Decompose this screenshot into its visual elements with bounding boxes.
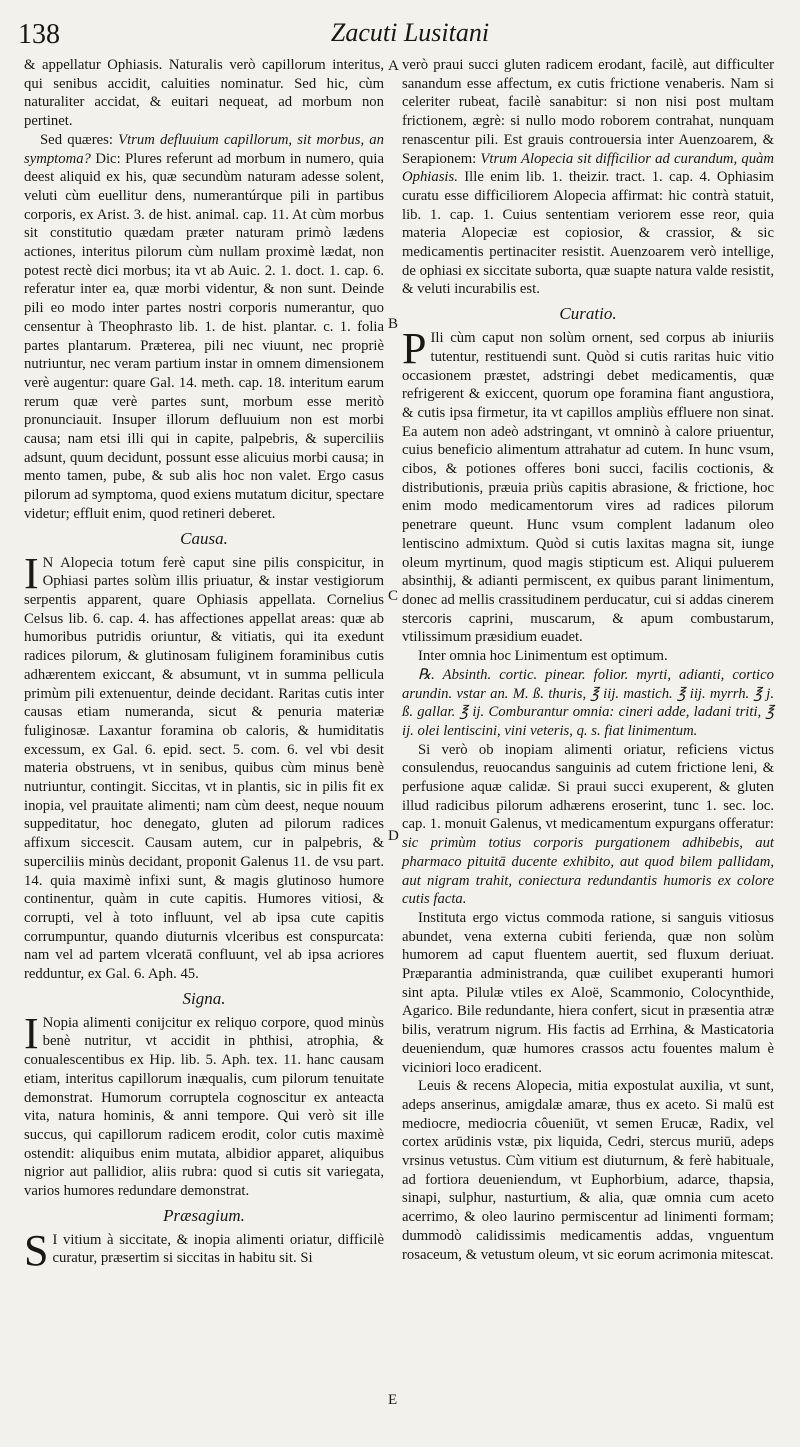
margin-marker-c: C: [388, 588, 399, 604]
text: Si verò ob inopiam alimenti oriatur, reficiens victus consulendus, reuocandus sanguinis ad cutem frictione leni, & perfusione aquæ calidæ. Si praui succi exuperent, & gluten illud radicibus pilorum adhærens eroserint, tunc 1. sec. loc. cap. 1. monuit Galenus, vt medicamentum expurgans offeratur:: [402, 741, 774, 833]
question-text: Vtrum Alopecia sit difficilior ad curandum, quàm Ophiasis.: [402, 150, 775, 186]
text: I vitium à siccitate, & inopia alimenti oriatur, difficilè curatur, præsertim si siccitas in habitu sit. Si: [52, 1231, 384, 1267]
drop-cap: P: [402, 324, 427, 374]
text: Nopia alimenti conijcitur ex reliquo corpore, quod minùs benè nutritur, vt accidit in phthisi, atrophia, & conualescentibus ex Hip. lib. 5. Aph. tex. 11. hanc causam etiam, interitus capillorum inæqualis, cum pilorum tenuitate demonstrat. Humorum corruptela cognoscitur ex anteacta vita, natura hominis, & anni tempore. Qui verò sit ille succus, qui capillorum radicem erodit, color cutis maximè ostendit: aliquibus enim mutata, albidior apparet, aliquibus nigrior aut pallidior, aliis rubra: quod si cutis sit variegata, varios humores redundare demonstrat.: [24, 1014, 384, 1200]
paragraph-linimentum: Inter omnia hoc Linimentum est optimum.: [418, 648, 668, 665]
paragraph-causa: [24, 548, 384, 984]
left-column: [24, 56, 384, 1275]
paragraph-leuis: Leuis & recens Alopecia, mitia expostulat auxilia, vt sunt, adeps anserinus, amigdalæ amaræ, thus ex aceto. Si malū est mediocre, mediocria côueniūt, vt semen Erucæ, Radix, vel cortex arūdinis vstæ, pix liquida, Cedri, stercus muriū, adeps vrsinus vetustus. Cùm vitium est diuturnum, & ferè habituale, ad fortiora deueniendum, vt Euphorbium, adarce, thapsia, sinapi, sulphur, nasturtium, & alia, quæ omnia cum aceto acerrimo, & oleo laurino permiscentur ad linimenti formam; dummodò calidissimis medicamentis addas, vnguentum rosaceum, & vetustum oleum, vt sic eorum acrimonia mitescat.: [402, 1078, 774, 1263]
section-heading-praesagium: Præsagium.: [163, 1205, 245, 1225]
text: Ille enim lib. 1. theizir. tract. 1. cap. 4. Ophiasim curatu esse difficiliorem Alopecia affirmat: hic contrà statuit, lib. 1. cap. 1. Cuius sententiam veriorem esse reor, quia materia Alopeciæ est copiosior, & crassior, & sic medicamentis pertinaciter resistit. Auenzoarem verò intellige, de ophiasi ex siccitate suborta, quæ suapte natura valde resistit, & veluti incurabilis est.: [402, 169, 774, 298]
paragraph-praesagium: [24, 1225, 384, 1275]
text: Sed quæres:: [40, 131, 119, 148]
paragraph-vero-praui: [402, 56, 774, 299]
text: verò praui succi gluten radicem erodant, facilè, aut difficulter sanandum esse affectum, ex cutis frictione venaberis. Nam si celeriter rubeat, facilè sanabitur: si non nisi post multam frictionem, ægrè: si nullo modo roborem contrahat, nunquam renascentur pili. Est grauis controuersia inter Auenzoarem, & Serapionem:: [402, 57, 774, 167]
drop-cap: S: [24, 1225, 49, 1275]
drop-cap: I: [24, 1008, 39, 1058]
running-title: Zacuti Lusitani: [330, 18, 490, 47]
quote-text: sic primùm totius corporis purgationem adhibebis, aut pharmaco pituitā ducente exhibito, aut quod bilem pallidam, aut nigram trahit, coniectura redundantis humoris ex colore cutis facta.: [402, 835, 774, 908]
recipe-text: ℞. Absinth. cortic. pinear. folior. myrti, adianti, cortico arundin. vstar an. M. ß. thuris, ℥ iij. mastich. ℥ iij. myrrh. ℥ j. ß. gallar. ℥ ij. Comburantur omnia: cineri adde, ladani triti, ℥ ij. olei lentiscini, vini veteris, q. s. fiat linimentum.: [402, 666, 774, 739]
page-number: 138: [18, 19, 60, 50]
paragraph-si-vero: [402, 741, 774, 909]
text: N Alopecia totum ferè caput sine pilis conspicitur, in Ophiasi partes solùm illis priuatur, & instar vestigiorum serpentis apparent, quare Ophiasis appellata. Cornelius Celsus lib. 6. cap. 4. has affectiones appellat areas: quæ ab humoribus putridis oriuntur, & vitiatis, qui ita exedunt radices pilorum, & glutinosam fuliginem foraminibus cutis adhærentem exiccant, & absumunt, vt in summa pellicula primùm pili extenuentur, deinde decidant. Raritas cutis inter causas etiam numeranda, sicut & penuria materiæ fuliginosæ. Laxantur foramina ob caloris, & humiditatis excessum, ex Gal. 6. epid. sect. 5. com. 6. vel vbi desit materia obstruens, vt in senibus, quibus cùm minus benè nutriuntur, contingit. Siccitas, vt in plantis, sic in pilis fit ex inopia, vel prauitate alimenti; nam cùm deest, neque nouum suppeditatur, hoc denegato, gluten ad pilorum radices affixum siccescit. Causam autem, cur in palpebris, & superciliis minùs decidant, proponit Galenus 11. de vsu part. 14. quia maximè infixi sunt, & magis glutinoso humore continentur, quàm in cute capitis. Humores vitiosi, & corrupti, vel à toto influunt, vel ab ipsa cute capitis corrumpuntur, quando diuturnis vlceribus est conspurcata: nam vel ad partem vlceratā confluunt, vel ab ipsa acriores redduntur, ex Gal. 6. Aph. 45.: [24, 554, 384, 983]
margin-marker-b: B: [388, 316, 399, 332]
paragraph-appellatur: & appellatur Ophiasis. Naturalis verò capillorum interitus, qui senibus accidit, caluities nominatur. Sed hic, cùm naturaliter accidat, & euitari nequeat, ad morbum non pertinet.: [24, 57, 384, 130]
margin-marker-d: D: [388, 828, 399, 844]
margin-marker-e: E: [388, 1392, 398, 1408]
section-heading-signa: Signa.: [182, 988, 226, 1008]
recipe: [402, 666, 774, 741]
paragraph-instituta: Instituta ergo victus commoda ratione, si sanguis vitiosus abundet, vena externa cubiti ferienda, quæ non solùm humorem ad caput fluentem auertit, sed fluxum deriuat. Præparantia administranda, quæ cuilibet exuperanti humori sint apta. Pilulæ vtiles ex Aloë, Scammonio, Colocynthide, Agarico. Bile redundante, hiera confert, sicut in præsentia atræ bilis, veratrum nigrum. His factis ad Errhina, & Masticatoria deueniendum, quæ humores crassos actu fouentes malum è viciniori loco eradicent.: [402, 909, 774, 1076]
paragraph-quaestio: [24, 131, 384, 524]
paragraph-signa: [24, 1008, 384, 1201]
drop-cap: I: [24, 548, 39, 598]
margin-marker-a: A: [388, 58, 399, 74]
text: Dic: Plures referunt ad morbum in numero, quia deest aliquid ex his, quæ secundùm naturam adesse solent, veluti cùm euellitur dens, numerantúrque pili in partibus corporis, ex Arist. 3. de hist. animal. cap. 11. At cùm morbus sit constitutio quædam præter naturam primò lædens actiones, interitus pilorum cùm nullam proximè lædat, non potest rectè dici morbus; ita vt ab Auic. 2. 1. doct. 1. cap. 6. referatur inter ea, quæ morbi videntur, & non sunt. Deinde pili eo modo inter partes nostri corporis numerantur, quo censentur à Theophrasto lib. 1. de hist. plantar. c. 1. folia partes plantarum. Præterea, pili nec viuunt, nec propriè nutriuntur, nec veram partium instar in omnem dimensionem verè augentur: quare Gal. 14. meth. cap. 18. interitum earum rerum quæ verè partes sunt, morbum esse meritò pronunciauit. Insuper illorum defluuium non est morbi causa; nam etsi illi qui in capite, palpebris, & superciliis adsunt, quum decidunt, possunt esse alicuius morbi causa; in mento tamen, pube, & sub alis hoc non valet. Ergo casus pilorum ad symptoma, quod exiens mutatum dicitur, spectare videtur; effluit enim, quod retineri deberet.: [24, 150, 384, 522]
paragraph-curatio: [402, 324, 774, 647]
right-column: [402, 56, 774, 1264]
section-heading-curatio: Curatio.: [559, 304, 617, 324]
section-heading-causa: Causa.: [180, 528, 228, 548]
text: Ili cùm caput non solùm ornent, sed corpus ab iniuriis tutentur, restituendi sunt. Quòd si cutis raritas huic vitio occasionem præstet, adstringi debet medicamentis, quæ refrigerent & exiccent, quorum ope foramina fiant angustiora, & cutis ipsa firmetur, ita vt capillos ampliùs effluere non sinat. Ea autem non adeò adstringant, vt omninò à calore priuentur, cuius beneficio alimentum attrahatur ad cutem. In hunc vsum, cibos, & potiones offeres boni succi, facilis coctionis, & distributionis, præuia priùs capitis abrasione, & frictione, hoc enim modo medicamentorum vires ad radices pilorum penetrare queunt. Hunc vsum complent ladanum oleo lentiscino admixtum. Quòd si cutis laxitas magna sit, iunge oleum myrtinum, quod magis stipticum est. Aliqui puluerem absinthij, & adianti permiscent, ex quibus parant linimentum, donec ad mellis crassitudinem perducatur, cui si addas cinerem stercoris caprini, muscarum, & apum combustarum, vtilissimum præsidium euadet.: [402, 330, 774, 646]
question-text: Vtrum defluuium capillorum, sit morbus, an symptoma?: [24, 131, 384, 167]
